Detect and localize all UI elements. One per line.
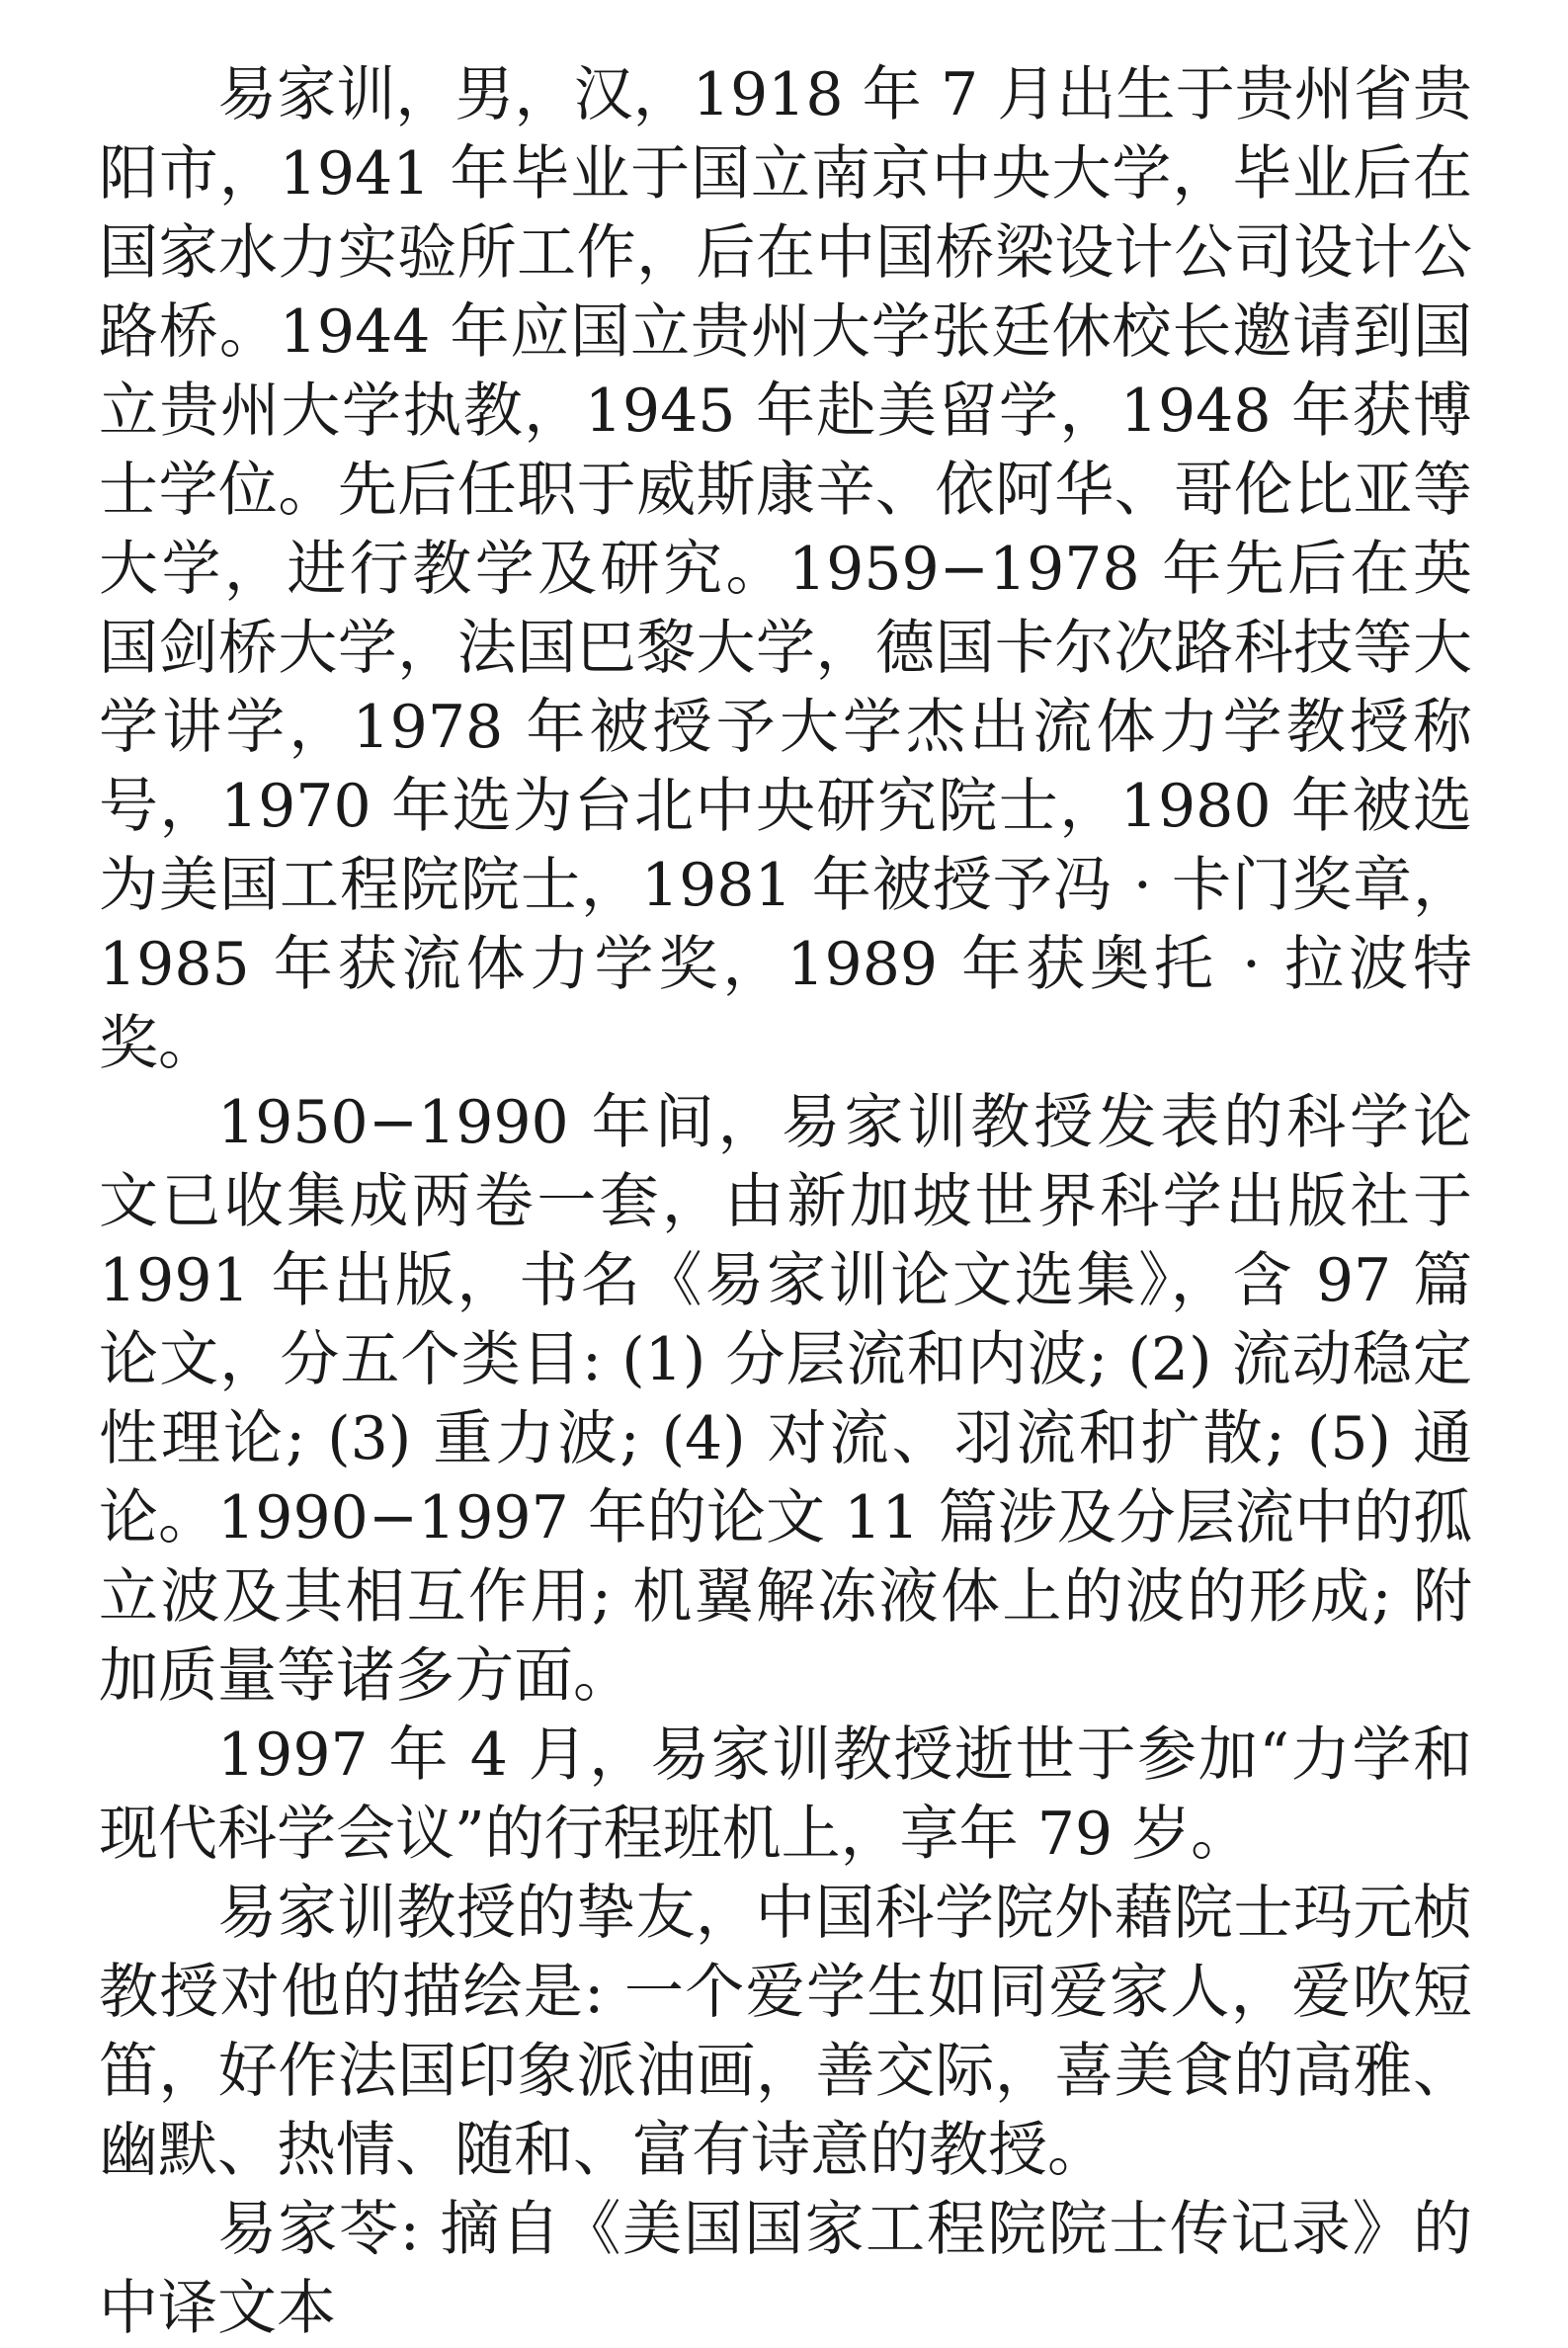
death-paragraph: 1997 年 4 月，易家训教授逝世于参加“力学和现代科学会议”的行程班机上，享年 79 岁。 xyxy=(99,1720,1472,1869)
document-body xyxy=(99,55,1472,2348)
source-note: 易家苓: 摘自《美国国家工程院院士传记录》的中译文本 xyxy=(99,2195,1472,2343)
publications-paragraph: 1950−1990 年间，易家训教授发表的科学论文已收集成两卷一套，由新加坡世界科学出版社于 1991 年出版，书名《易家训论文选集》，含 97 篇论文，分五个类目: (1) 分层流和内波; (2) 流动稳定性理论; (3) 重力波; (4) 对流、羽流和扩散; (5) 通论。1990−1997 年的论文 11 篇涉及分层流中的孤立波及其相互作用; 机翼解冻液体上的波的形成; 附加质量等诸多方面。 xyxy=(99,1088,1472,1711)
biography-paragraph: 易家训，男，汉，1918 年 7 月出生于贵州省贵阳市，1941 年毕业于国立南京中央大学，毕业后在国家水力实验所工作，后在中国桥梁设计公司设计公路桥。1944 年应国立贵州大学张廷休校长邀请到国立贵州大学执教，1945 年赴美留学，1948 年获博士学位。先后任职于威斯康辛、依阿华、哥伦比亚等大学，进行教学及研究。1959−1978 年先后在英国剑桥大学，法国巴黎大学，德国卡尔次路科技等大学讲学，1978 年被授予大学杰出流体力学教授称号，1970 年选为台北中央研究院士，1980 年被选为美国工程院院士，1981 年被授予冯 · 卡门奖章，1985 年获流体力学奖，1989 年获奥托 · 拉波特奖。 xyxy=(99,60,1472,1078)
description-paragraph: 易家训教授的挚友，中国科学院外藉院士玛元桢教授对他的描绘是: 一个爱学生如同爱家人，爱吹短笛，好作法国印象派油画，善交际，喜美食的高雅、幽默、热情、随和、富有诗意的教授。 xyxy=(99,1879,1472,2185)
